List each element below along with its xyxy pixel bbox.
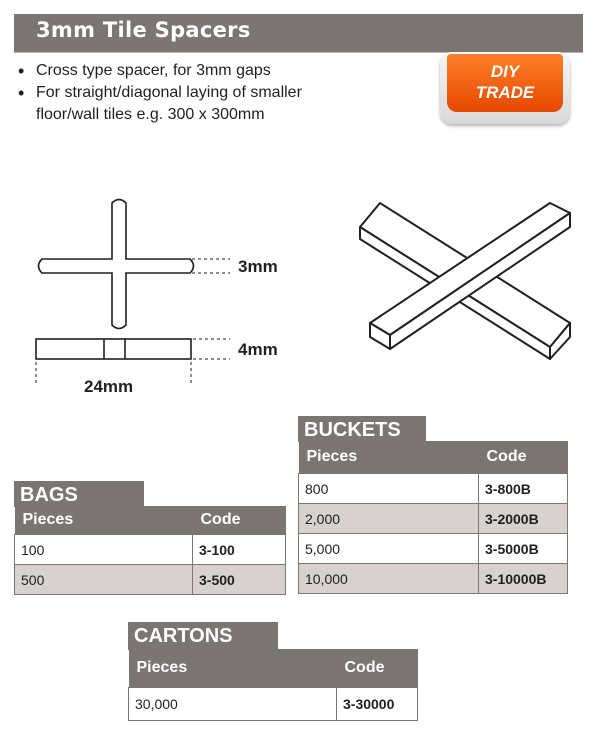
table-row [299, 564, 568, 594]
buckets-table [298, 441, 568, 594]
spacer-top-view-outline [39, 200, 194, 329]
pieces-cell: 800 [299, 474, 479, 504]
pieces-cell: 100 [15, 535, 193, 565]
code-cell: 3-2000B [479, 504, 568, 534]
table-row [129, 688, 418, 721]
spacer-side-view-outline [36, 339, 191, 359]
table-row [15, 565, 286, 595]
cartons-title: CARTONS [134, 625, 233, 647]
code-cell: 3-800B [479, 474, 568, 504]
cartons-table [128, 649, 418, 721]
feature-item: • For straight/diagonal laying of smaller floor/wall tiles e.g. 300 x 300mm [18, 82, 366, 126]
code-cell: 3-100 [193, 535, 286, 565]
pieces-header: Pieces [15, 506, 193, 535]
thickness-dimension-label: 4mm [238, 340, 278, 359]
title-bar [14, 14, 583, 52]
code-header: Code [193, 506, 286, 535]
table-row [299, 504, 568, 534]
bags-tab [14, 481, 144, 507]
badge-face [447, 54, 563, 112]
table-row [299, 534, 568, 564]
table-row [15, 535, 286, 565]
code-header: Code [337, 649, 418, 688]
pieces-cell: 30,000 [129, 688, 337, 721]
pieces-cell: 2,000 [299, 504, 479, 534]
code-cell: 3-10000B [479, 564, 568, 594]
diy-trade-badge [440, 52, 570, 124]
buckets-title: BUCKETS [304, 419, 401, 441]
badge-trade-label: TRADE [475, 83, 535, 102]
pieces-header: Pieces [129, 649, 337, 688]
table-header-row [129, 649, 418, 688]
badge-diy-label: DIY [490, 62, 520, 81]
code-cell: 3-500 [193, 565, 286, 595]
feature-list [18, 60, 438, 126]
pieces-cell: 500 [15, 565, 193, 595]
bags-title: BAGS [20, 484, 78, 506]
cartons-tab [128, 622, 278, 650]
width-dimension-label: 24mm [84, 377, 134, 396]
code-header: Code [479, 441, 568, 474]
pieces-header: Pieces [299, 441, 479, 474]
bags-table [14, 506, 286, 595]
pieces-cell: 10,000 [299, 564, 479, 594]
spacer-3d-illustration [350, 195, 580, 360]
table-header-row [299, 441, 568, 474]
table-row [299, 474, 568, 504]
pieces-cell: 5,000 [299, 534, 479, 564]
code-cell: 3-30000 [337, 688, 418, 721]
buckets-tab [298, 416, 426, 442]
page-title: 3mm Tile Spacers [36, 18, 251, 42]
feature-item: • Cross type spacer, for 3mm gaps [18, 60, 438, 82]
spacer-dimension-diagram [0, 190, 300, 410]
table-header-row [15, 506, 286, 535]
gap-dimension-label: 3mm [238, 257, 278, 276]
code-cell: 3-5000B [479, 534, 568, 564]
